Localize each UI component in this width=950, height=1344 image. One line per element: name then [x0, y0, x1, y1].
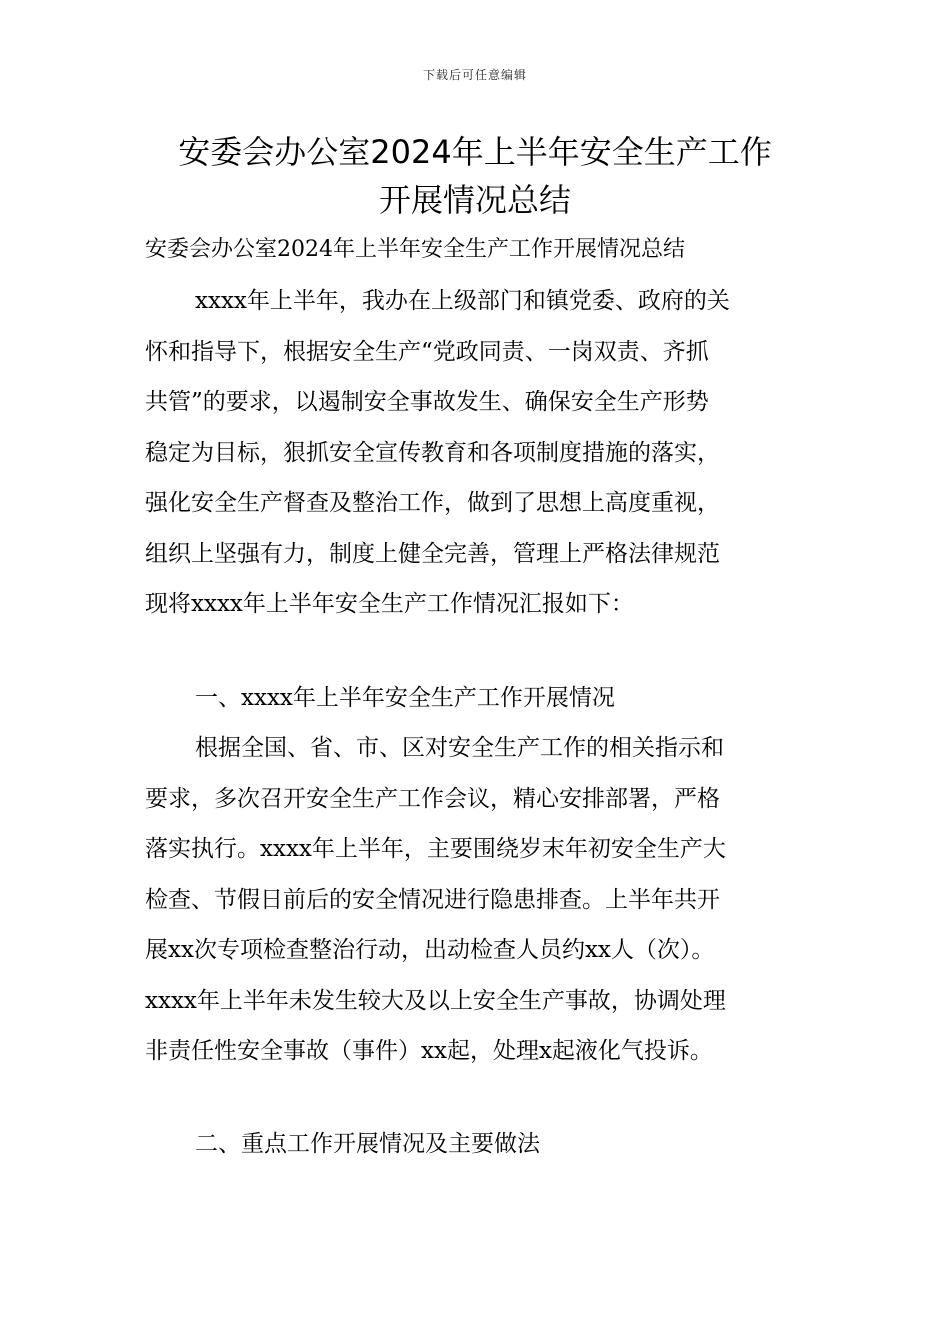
paragraph-line: 强化安全生产督查及整治工作，做到了思想上高度重视，	[145, 490, 720, 516]
section-heading-2: 二、重点工作开展情况及主要做法	[195, 1131, 540, 1157]
paragraph-line: 非责任性安全事故（事件）xx起，处理x起液化气投诉。	[145, 1038, 713, 1064]
header-note: 下载后可任意编辑	[422, 68, 527, 82]
paragraph-line: 稳定为目标，狠抓安全宣传教育和各项制度措施的落实，	[145, 439, 720, 466]
document-title	[100, 128, 850, 224]
paragraph-line: 组织上坚强有力，制度上健全完善，管理上严格法律规范	[145, 540, 720, 567]
paragraph-line: 展xx次专项检查整治行动，出动检查人员约xx人（次）。	[145, 937, 715, 963]
paragraph-line: 现将xxxx年上半年安全生产工作情况汇报如下：	[145, 591, 634, 617]
section-heading-1: 一、xxxx年上半年安全生产工作开展情况	[195, 685, 615, 711]
paragraph-line: xxxx年上半年，我办在上级部门和镇党委、政府的关	[195, 288, 730, 314]
section-1-paragraph	[145, 723, 835, 1077]
paragraph-line: 落实执行。xxxx年上半年，主要围绕岁末年初安全生产大	[145, 836, 726, 862]
title-line: 开展情况总结	[378, 181, 571, 219]
paragraph-line: 怀和指导下，根据安全生产“党政同责、一岗双责、齐抓	[145, 338, 709, 365]
paragraph-line: xxxx年上半年未发生较大及以上安全生产事故，协调处理	[145, 987, 726, 1014]
document-subtitle: 安委会办公室2024年上半年安全生产工作开展情况总结	[145, 237, 685, 262]
paragraph-line: 要求，多次召开安全生产工作会议，精心安排部署，严格	[145, 785, 720, 812]
paragraph-line: 共管”的要求，以遏制安全事故发生、确保安全生产形势	[145, 389, 709, 415]
paragraph-line: 检查、节假日前后的安全情况进行隐患排查。上半年共开	[145, 886, 720, 913]
paragraph-line: 根据全国、省、市、区对安全生产工作的相关指示和	[195, 735, 724, 761]
title-line: 安委会办公室2024年上半年安全生产工作	[178, 133, 772, 171]
intro-paragraph	[145, 276, 835, 630]
